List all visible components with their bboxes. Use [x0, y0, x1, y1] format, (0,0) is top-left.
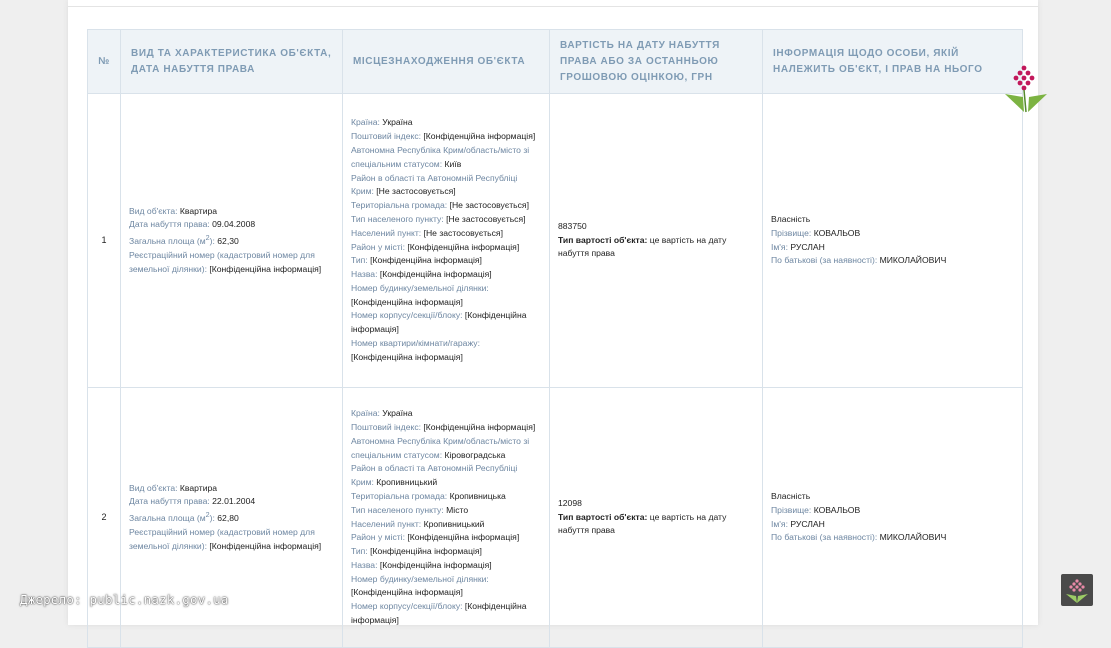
- owner-cell: [763, 94, 1023, 388]
- viburnum-logo-icon: [1003, 64, 1049, 114]
- object-type-value: Квартира: [179, 482, 218, 493]
- cost-type-label: Тип вартості об'єкта:: [558, 234, 648, 245]
- viburnum-logo-icon: [1061, 574, 1093, 606]
- area-value: 62,30: [217, 236, 239, 247]
- surname-value: КОВАЛЬОВ: [813, 504, 861, 515]
- table-header-row: [88, 30, 1023, 94]
- row-number: 2: [88, 388, 121, 648]
- header-owner: ІНФОРМАЦІЯ ЩОДО ОСОБИ, ЯКІЙ НАЛЕЖИТЬ ОБ'ЄКТ, І ПРАВ НА НЬОГО: [763, 30, 1023, 94]
- name-value: РУСЛАН: [790, 518, 825, 529]
- location-cell: [343, 94, 550, 388]
- location-line: Номер будинку/земельної ділянки: [Конфіденційна інформація]: [351, 282, 489, 307]
- location-line: Територіальна громада: [Не застосовується]: [351, 200, 529, 211]
- location-line: Населений пункт: Кропивницький: [351, 518, 485, 529]
- reg-number-label: Реєстраційний номер (кадастровий номер для земельної ділянки):: [129, 249, 315, 274]
- row-number: 1: [88, 94, 121, 388]
- date-value: 22.01.2004: [212, 496, 256, 507]
- owner-cell: [763, 388, 1023, 648]
- location-line: Тип: [Конфіденційна інформація]: [351, 255, 482, 266]
- header-object: ВИД ТА ХАРАКТЕРИСТИКА ОБ'ЄКТА, ДАТА НАБУТТЯ ПРАВА: [121, 30, 343, 94]
- location-line: Тип населеного пункту: [Не застосовується]: [351, 213, 526, 224]
- patronymic-label: По батькові (за наявності):: [771, 255, 878, 266]
- cost-type-value: це вартість на дату набуття права: [558, 234, 727, 259]
- location-line: Тип населеного пункту: Місто: [351, 504, 469, 515]
- location-line: Автономна Республіка Крим/область/місто зі спеціальним статусом: Київ: [351, 144, 530, 169]
- location-line: Країна: Україна: [351, 408, 413, 419]
- location-line: Номер корпусу/секції/блоку: [Конфіденційна інформація]: [351, 601, 527, 626]
- date-label: Дата набуття права:: [129, 496, 210, 507]
- location-line: Територіальна громада: Кропивницька: [351, 490, 506, 501]
- reg-number-value: [Конфіденційна інформація]: [209, 540, 322, 551]
- location-line: Район у місті: [Конфіденційна інформація]: [351, 241, 520, 252]
- date-value: 09.04.2008: [212, 219, 256, 230]
- header-location: МІСЦЕЗНАХОДЖЕННЯ ОБ'ЄКТА: [343, 30, 550, 94]
- reg-number-label: Реєстраційний номер (кадастровий номер для земельної ділянки):: [129, 526, 315, 551]
- object-type-label: Вид об'єкта:: [129, 482, 178, 493]
- object-cell: [121, 94, 343, 388]
- location-line: Район у місті: [Конфіденційна інформація]: [351, 532, 520, 543]
- location-line: Тип: [Конфіденційна інформація]: [351, 546, 482, 557]
- reg-number-value: [Конфіденційна інформація]: [209, 263, 322, 274]
- name-label: Ім'я:: [771, 518, 788, 529]
- real-estate-table: [87, 29, 1023, 648]
- table-row: [88, 388, 1023, 648]
- location-line: Номер корпусу/секції/блоку: [Конфіденційна інформація]: [351, 310, 527, 335]
- patronymic-value: МИКОЛАЙОВИЧ: [879, 255, 947, 266]
- date-label: Дата набуття права:: [129, 219, 210, 230]
- patronymic-label: По батькові (за наявності):: [771, 532, 878, 543]
- object-type-label: Вид об'єкта:: [129, 205, 178, 216]
- channel-logo: [1061, 574, 1093, 606]
- surname-label: Прізвище:: [771, 504, 812, 515]
- table-row: [88, 94, 1023, 388]
- cost-type-value: це вартість на дату набуття права: [558, 511, 727, 536]
- area-value: 62,80: [217, 513, 239, 524]
- location-line: Номер будинку/земельної ділянки: [Конфіденційна інформація]: [351, 573, 489, 598]
- ownership-right: Власність: [771, 490, 811, 501]
- location-line: Поштовий індекс: [Конфіденційна інформація]: [351, 421, 536, 432]
- cost-type-label: Тип вартості об'єкта:: [558, 511, 648, 522]
- object-type-value: Квартира: [179, 205, 218, 216]
- location-cell: [343, 388, 550, 648]
- location-line: Населений пункт: [Не застосовується]: [351, 227, 503, 238]
- cost-value: 12098: [558, 497, 582, 508]
- cost-cell: [550, 94, 763, 388]
- location-line: Поштовий індекс: [Конфіденційна інформація]: [351, 131, 536, 142]
- patronymic-value: МИКОЛАЙОВИЧ: [879, 532, 947, 543]
- cost-value: 883750: [558, 220, 587, 231]
- header-num: №: [88, 30, 121, 94]
- area-label: Загальна площа $(м^2)$:: [129, 511, 215, 524]
- location-line: Район в області та Автономній Республіці Крим: [Не застосовується]: [351, 172, 518, 197]
- surname-label: Прізвище:: [771, 227, 812, 238]
- ownership-right: Власність: [771, 213, 811, 224]
- divider: [68, 6, 1038, 7]
- name-label: Ім'я:: [771, 241, 788, 252]
- surname-value: КОВАЛЬОВ: [813, 227, 861, 238]
- location-line: Номер квартири/кімнати/гаражу: [Конфіденційна інформація]: [351, 338, 480, 362]
- area-label: Загальна площа $(м^2)$:: [129, 234, 215, 247]
- location-line: Країна: Україна: [351, 117, 413, 128]
- object-cell: [121, 388, 343, 648]
- header-cost: ВАРТІСТЬ НА ДАТУ НАБУТТЯ ПРАВА АБО ЗА ОСТАННЬОЮ ГРОШОВОЮ ОЦІНКОЮ, ГРН: [550, 30, 763, 94]
- location-line: Назва: [Конфіденційна інформація]: [351, 559, 492, 570]
- location-line: Автономна Республіка Крим/область/місто зі спеціальним статусом: Кіровоградська: [351, 435, 530, 460]
- cost-cell: [550, 388, 763, 648]
- location-line: Назва: [Конфіденційна інформація]: [351, 269, 492, 280]
- name-value: РУСЛАН: [790, 241, 825, 252]
- location-line: Район в області та Автономній Республіці Крим: Кропивницький: [351, 463, 518, 488]
- source-watermark: Джерело: public.nazk.gov.ua: [20, 592, 229, 607]
